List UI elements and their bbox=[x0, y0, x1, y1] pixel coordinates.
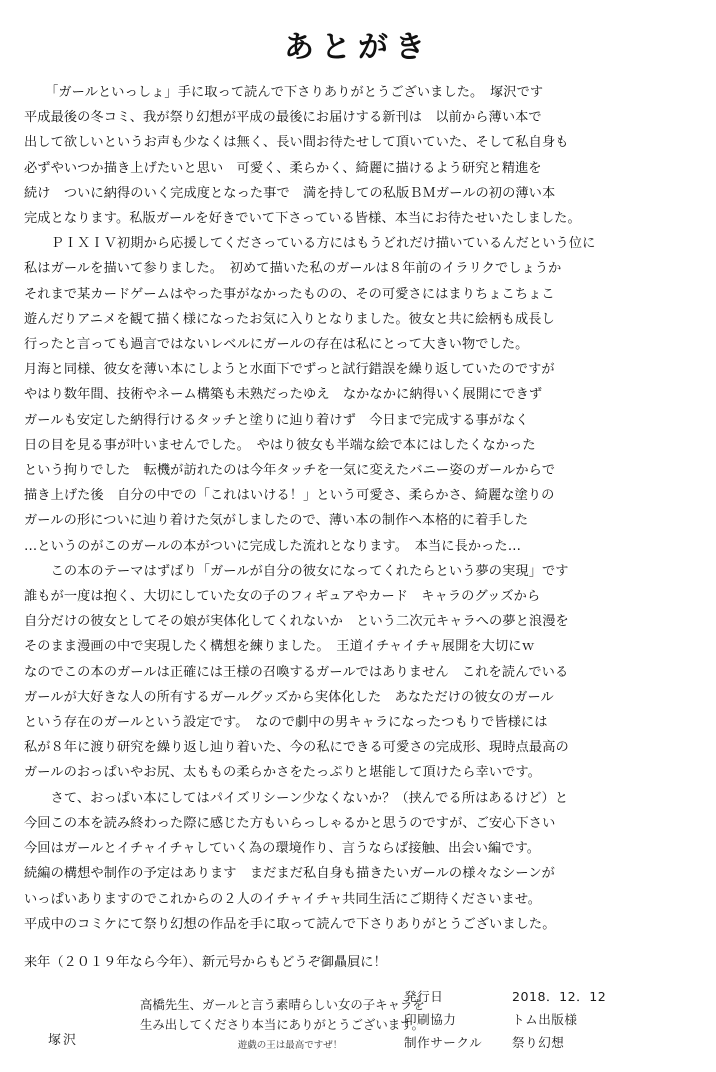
body-line: やはり数年間、技術やネーム構築も未熟だったゆえ なかなかに納得いく展開にできず bbox=[24, 387, 543, 403]
body-line: ガールも安定した納得行けるタッチと塗りに辿り着けず 今日まで完成する事がなく bbox=[24, 412, 529, 428]
body-line: …というのがこのガールの本がついに完成した流れとなります。 本当に長かった… bbox=[24, 538, 522, 554]
body-line: 私はガールを描いて参りました。 初めて描いた私のガールは８年前のイラリクでしょうか bbox=[24, 261, 562, 277]
thanks-note bbox=[140, 995, 440, 1056]
body-line: それまで某カードゲームはやった事がなかったものの、その可愛さにはまりちょこちょこ bbox=[24, 286, 555, 302]
thanks-line-1: 高橋先生、ガールと言う素晴らしい女の子キャラを bbox=[140, 997, 425, 1012]
colophon-label: 印刷協力 bbox=[404, 1012, 457, 1027]
body-line: 私が８年に渡り研究を繰り返し辿り着いた、今の私にできる可愛さの完成形、現時点最高の bbox=[24, 740, 569, 756]
body-line: 今回この本を読み終わった際に感じた方もいらっしゃるかと思うのですが、ご安心下さい bbox=[24, 815, 556, 831]
author-signature: 塚沢 bbox=[48, 1033, 79, 1048]
body-line: 描き上げた後 自分の中での「これはいける！」という可愛さ、柔らかさ、綺麗な塗りの bbox=[24, 488, 555, 504]
colophon-value: 2018．12．12 bbox=[512, 989, 607, 1004]
body-line: ＰＩＸＩＶ初期から応援してくださっている方にはもうどれだけ描いているんだという位に bbox=[24, 236, 596, 252]
body-line: 「ガールといっしょ」手に取って読んで下さりありがとうございました。 塚沢です bbox=[45, 85, 544, 100]
body-line: さて、おっぱい本にしてはパイズリシーン少なくないか？（挟んでる所はあるけど）と bbox=[24, 790, 569, 806]
afterword-body bbox=[0, 80, 716, 975]
colophon-value: トム出版様 bbox=[512, 1012, 578, 1027]
closing-line: 来年（２０１９年なら今年）、新元号からもどうぞ御贔屓に！ bbox=[24, 955, 387, 971]
colophon-label: 発行日 bbox=[404, 989, 444, 1004]
colophon-row bbox=[404, 985, 694, 1008]
body-line: 平成最後の冬コミ、我が祭り幻想が平成の最後にお届けする新刊は 以前から薄い本で bbox=[24, 110, 542, 126]
body-line: 誰もが一度は抱く、大切にしていた女の子のフィギュアやカード キャラのグッズから bbox=[24, 589, 541, 605]
body-line: 行ったと言っても過言ではないレベルにガールの存在は私にとって大きい物でした。 bbox=[24, 337, 529, 353]
body-line: ガールの形についに辿り着けた気がしましたので、薄い本の制作へ本格的に着手した bbox=[24, 513, 529, 529]
body-line: という存在のガールという設定です。 なので劇中の男キャラになったつもりで皆様には bbox=[24, 715, 548, 731]
body-line: いっぱいありますのでこれからの２人のイチャイチャ共同生活にご期待くださいませ。 bbox=[24, 891, 542, 907]
page-title: あとがき bbox=[284, 30, 432, 65]
body-line: 平成中のコミケにて祭り幻想の作品を手に取って読んで下さりありがとうございました。 bbox=[24, 916, 556, 932]
thanks-line-small: 遊戯の王は最高ですぜ！ bbox=[237, 1040, 343, 1051]
body-line: 日の目を見る事が叶いませんでした。 やはり彼女も半端な絵で本にはしたくなかった bbox=[24, 437, 536, 453]
body-line: そのまま漫画の中で実現したく構想を練りました。 王道イチャイチャ展開を大切にｗ bbox=[24, 639, 535, 655]
body-line: 完成となります。私版ガールを好きでいて下さっている皆様、本当にお待たせいたしました。 bbox=[24, 211, 581, 227]
body-line: という拘りでした 転機が訪れたのは今年タッチを一気に変えたバニー姿のガールからで bbox=[24, 463, 556, 479]
colophon-label: 制作サークル bbox=[404, 1035, 483, 1050]
body-line: 必ずやいつか描き上げたいと思い 可愛く、柔らかく、綺麗に描けるよう研究と精進を bbox=[24, 160, 542, 176]
body-line: 続編の構想や制作の予定はあります まだまだ私自身も描きたいガールの様々なシーンが bbox=[24, 866, 555, 882]
colophon bbox=[404, 985, 694, 1054]
colophon-row bbox=[404, 1008, 694, 1031]
afterword-page bbox=[0, 22, 716, 1072]
colophon-value: 祭り幻想 bbox=[512, 1035, 565, 1050]
body-line: ガールのおっぱいやお尻、太ももの柔らかさをたっぷりと堪能して頂けたら幸いです。 bbox=[24, 765, 541, 781]
body-line: 続け ついに納得のいく完成度となった事で 満を持しての私版ＢＭガールの初の薄い本 bbox=[24, 185, 556, 201]
body-line: 自分だけの彼女としてその娘が実体化してくれないか という二次元キャラへの夢と浪漫を bbox=[24, 614, 569, 630]
body-line: なのでこの本のガールは正確には王様の召喚するガールではありません これを読んでいる bbox=[24, 664, 569, 680]
body-line: 遊んだりアニメを観て描く様になったお気に入りとなりました。彼女と共に絵柄も成長し bbox=[24, 311, 555, 327]
body-line: 出して欲しいというお声も少なくは無く、長い間お待たせして頂いていた、そして私自身も bbox=[24, 135, 569, 151]
body-line: ガールが大好きな人の所有するガールグッズから実体化した あなただけの彼女のガール bbox=[24, 689, 554, 705]
body-line: 今回はガールとイチャイチャしていく為の環境作り、言うならば接触、出会い編です。 bbox=[24, 841, 541, 857]
colophon-row bbox=[404, 1031, 694, 1054]
thanks-line-2: 生み出してくださり本当にありがとうございます。 bbox=[140, 1017, 424, 1032]
body-line: この本のテーマはずばり「ガールが自分の彼女になってくれたらという夢の実現」です bbox=[24, 563, 569, 579]
body-line: 月海と同様、彼女を薄い本にしようと水面下でずっと試行錯誤を繰り返していたのですが bbox=[24, 362, 555, 378]
